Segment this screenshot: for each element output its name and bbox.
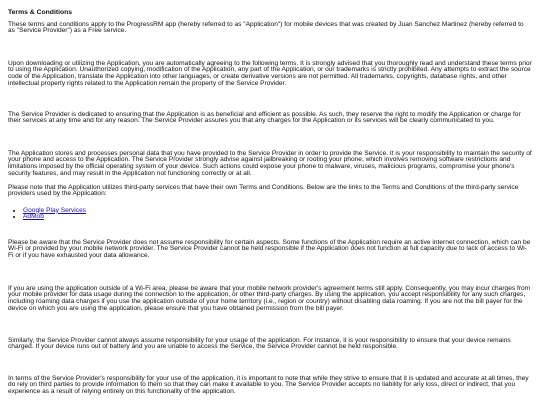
- admob-link[interactable]: AdMob: [23, 213, 44, 221]
- paragraph-agreement: Upon downloading or utilizing the Application, you are automatically agreeing to the following terms. It is strongly advised that you thoroughly read and understand these terms prior to using the Application. Unauthorized copying, modification of the Application, any part of the Application, or our trademarks is strictly prohibited. Any attempts to extract the source code of the Application, translate the Application into other languages, or create derivative versions are not permitted. All trademarks, copyrights, database rights, and other intellectual property rights related to the Application remain the property of the Service Provider.: [8, 59, 532, 88]
- google-play-services-link[interactable]: Google Play Services: [23, 206, 87, 214]
- list-item: [23, 208, 540, 215]
- paragraph-data-charges: If you are using the application outside of a Wi-Fi area, please be aware that your mobile network provider's agreement terms still apply. Consequently, you may incur charges from your mobile provider for data usage during the connection to the application, or other third-party charges. By using the application, you accept responsibility for any such charges, including roaming data charges if you use the application outside of your home territory (i.e., region or country) without disabling data roaming. If you are not the bill payer for the device on which you are using the application, please ensure that you have obtained permission from the bill payer.: [8, 284, 531, 313]
- paragraph-device-charge: Similarly, the Service Provider cannot always assume responsibility for your usage of the application. For instance, it is your responsibility to ensure that your device remains charged. If your device runs out of battery and you are unable to access the Service, the Service Provider cannot be held responsible.: [8, 336, 511, 351]
- paragraph-third-party: Please note that the Application utilizes third-party services that have their own Terms and Conditions. Below are the links to the Terms and Conditions of the third-party service providers used by the Application:: [8, 183, 519, 198]
- paragraph-personal-data: The Application stores and processes personal data that you have provided to the Service Provider in order to provide the Service. It is your responsibility to maintain the security of your phone and access to the Application. The Service Provider strongly advise against jailbreaking or rooting your phone, which involves removing software restrictions and limitations imposed by the official operating system of your device. Such actions could expose your phone to malware, viruses, malicious programs, compromise your phone's security features, and may result in the Application not functioning correctly or at all.: [8, 149, 532, 178]
- paragraph-intro: These terms and conditions apply to the ProgressRM app (hereby referred to as "Application") for mobile devices that was created by Juan Sanchez Martinez (hereby referred to as "Service Provider") as a Free service.: [8, 20, 524, 35]
- list-item: [23, 214, 540, 221]
- page-title: Terms & Conditions: [8, 8, 73, 16]
- paragraph-internet-connection: Please be aware that the Service Provider does not assume responsibility for certain aspects. Some functions of the Application require an active internet connection, which can be Wi-Fi or provided by your mobile network provider. The Service Provider cannot be held responsible if the Application does not function at full capacity due to lack of access to Wi-Fi or if you have exhausted your data allowance.: [8, 238, 531, 260]
- third-party-links-list: [8, 208, 540, 221]
- paragraph-liability: In terms of the Service Provider's responsibility for your use of the application, it is important to note that while they strive to ensure that it is updated and accurate at all times, they do rely on third parties to provide information to them so that they can make it available to you. The Service Provider accepts no liability for any loss, direct or indirect, that you experience as a result of relying entirely on this functionality of the application.: [8, 374, 529, 396]
- paragraph-modifications: The Service Provider is dedicated to ensuring that the Application is as beneficial and efficient as possible. As such, they reserve the right to modify the Application or charge for their services at any time and for any reason. The Service Provider assures you that any charges for the Application or its services will be clearly communicated to you.: [8, 110, 521, 125]
